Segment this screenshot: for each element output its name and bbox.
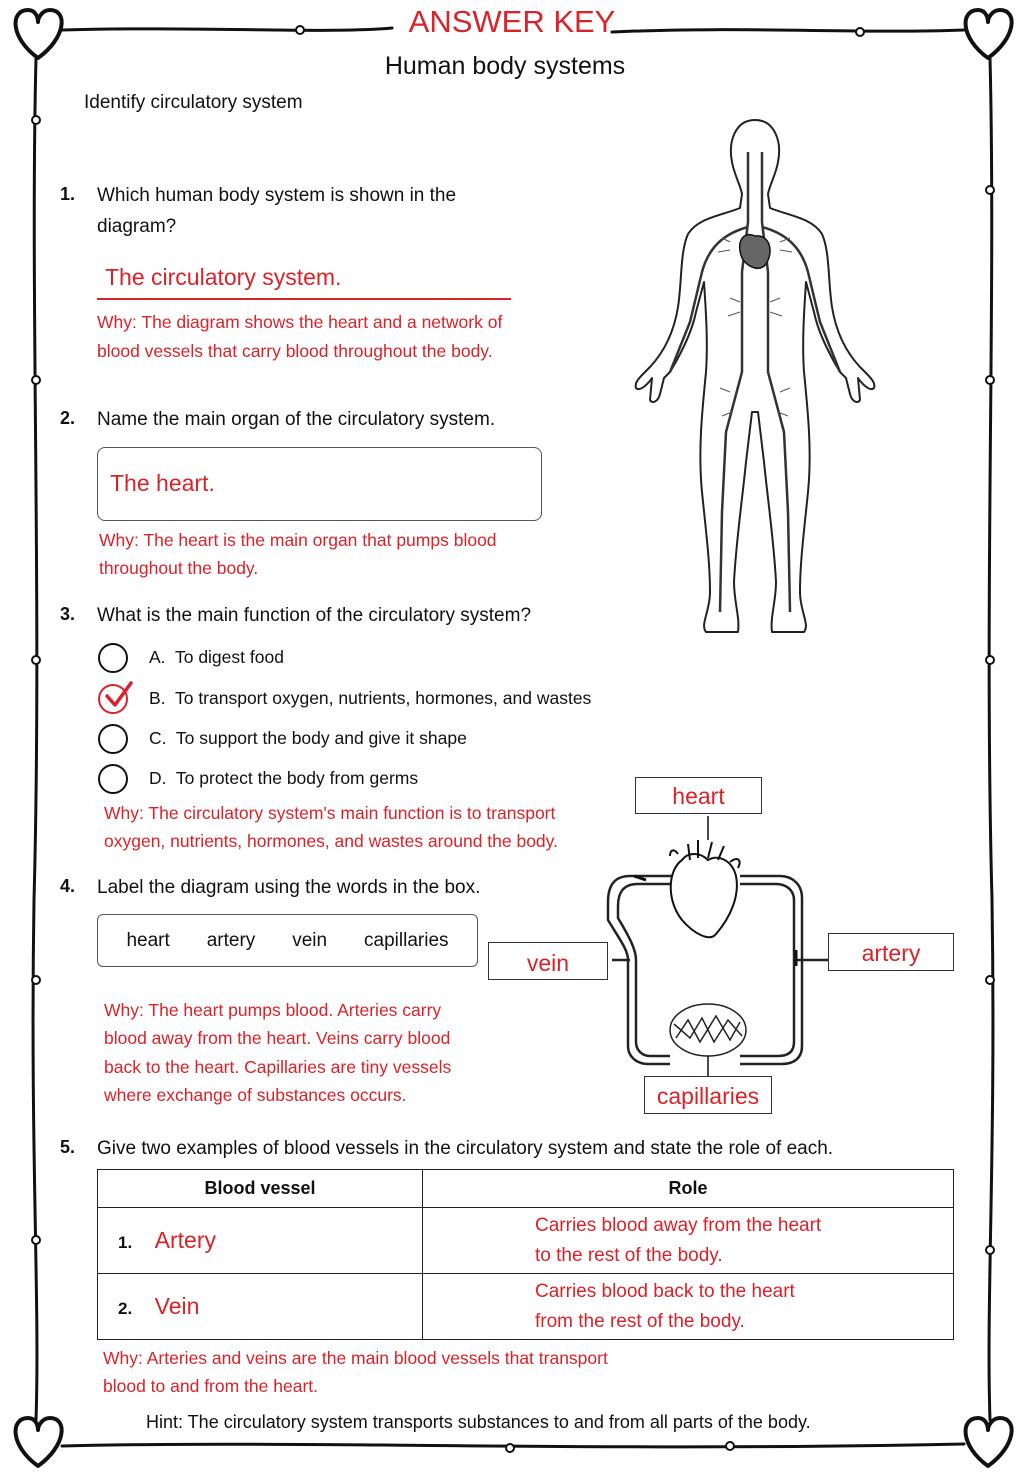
word-bank-item: vein bbox=[292, 929, 328, 951]
option-text: To digest food bbox=[174, 647, 284, 667]
label-heart[interactable]: heart bbox=[635, 777, 762, 814]
word-bank-item: heart bbox=[126, 929, 170, 951]
q5-why-line2: blood to and from the heart. bbox=[103, 1376, 318, 1396]
q2-why-line2: throughout the body. bbox=[99, 558, 259, 578]
hint-text: Hint: The circulatory system transports substances to and from all parts of the body. bbox=[146, 1412, 811, 1432]
role-line1[interactable]: Carries blood back to the heart bbox=[535, 1280, 795, 1302]
label-capillaries[interactable]: capillaries bbox=[644, 1076, 772, 1114]
word-bank bbox=[97, 914, 478, 967]
q4-why-line4: where exchange of substances occurs. bbox=[104, 1085, 407, 1105]
q4-why-line3: back to the heart. Capillaries are tiny vessels bbox=[104, 1057, 452, 1077]
label-artery[interactable]: artery bbox=[828, 933, 954, 971]
q1-answer: The circulatory system. bbox=[105, 264, 342, 290]
q3-why-line1: Why: The circulatory system's main function is to transport bbox=[104, 803, 556, 823]
q3-text: What is the main function of the circulatory system? bbox=[97, 605, 532, 626]
q4-number: 4. bbox=[60, 876, 76, 896]
option-text: To protect the body from germs bbox=[175, 768, 419, 788]
word-bank-item: artery bbox=[206, 929, 256, 951]
q4-why-line1: Why: The heart pumps blood. Arteries carry bbox=[104, 1000, 442, 1020]
q1-why-line1: Why: The diagram shows the heart and a network of bbox=[97, 312, 503, 332]
page-title: ANSWER KEY bbox=[408, 4, 616, 39]
option-letter: B. bbox=[149, 688, 166, 708]
q1-text-line2: diagram? bbox=[97, 216, 177, 237]
q4-text: Label the diagram using the words in the box. bbox=[97, 877, 481, 898]
worksheet-intro: Identify circulatory system bbox=[84, 92, 303, 113]
vessel-name[interactable]: Vein bbox=[154, 1293, 200, 1319]
word-bank-item: capillaries bbox=[364, 929, 449, 951]
q3-number: 3. bbox=[60, 604, 76, 624]
q2-text: Name the main organ of the circulatory system. bbox=[97, 409, 496, 430]
heart-organ-illustration bbox=[670, 840, 740, 937]
table-header-role: Role bbox=[423, 1170, 954, 1208]
q5-text: Give two examples of blood vessels in the circulatory system and state the role of each. bbox=[97, 1138, 834, 1159]
circulation-loop-diagram bbox=[590, 810, 830, 1090]
q1-number: 1. bbox=[60, 184, 76, 204]
q2-answer: The heart. bbox=[110, 470, 215, 496]
page-subtitle: Human body systems bbox=[384, 52, 626, 80]
role-line2[interactable]: to the rest of the body. bbox=[535, 1244, 723, 1266]
table-row bbox=[98, 1274, 954, 1340]
option-letter: D. bbox=[149, 768, 167, 788]
role-line2[interactable]: from the rest of the body. bbox=[535, 1310, 745, 1332]
role-line1[interactable]: Carries blood away from the heart bbox=[535, 1214, 822, 1236]
label-vein[interactable]: vein bbox=[488, 942, 608, 980]
row-number: 1. bbox=[118, 1233, 133, 1252]
radio-circle[interactable] bbox=[98, 643, 128, 673]
q3-why-line2: oxygen, nutrients, hormones, and wastes around the body. bbox=[104, 831, 558, 851]
q4-why-line2: blood away from the heart. Veins carry blood bbox=[104, 1028, 451, 1048]
q1-answer-line[interactable] bbox=[97, 262, 511, 300]
q5-why-line1: Why: Arteries and veins are the main blood vessels that transport bbox=[103, 1348, 608, 1368]
option-text: To support the body and give it shape bbox=[175, 728, 467, 748]
q2-why-line1: Why: The heart is the main organ that pumps blood bbox=[99, 530, 497, 550]
check-mark-icon bbox=[104, 680, 134, 710]
blood-vessel-table bbox=[97, 1169, 954, 1340]
human-body-illustration bbox=[630, 112, 880, 642]
option-letter: A. bbox=[149, 647, 166, 667]
q5-number: 5. bbox=[60, 1137, 76, 1157]
capillary-bed bbox=[670, 1004, 746, 1056]
vessel-name[interactable]: Artery bbox=[154, 1227, 216, 1253]
q2-number: 2. bbox=[60, 408, 76, 428]
radio-circle[interactable] bbox=[98, 724, 128, 754]
q1-text-line1: Which human body system is shown in the bbox=[97, 185, 457, 206]
table-header-vessel: Blood vessel bbox=[98, 1170, 423, 1208]
radio-circle[interactable] bbox=[98, 764, 128, 794]
table-row bbox=[98, 1208, 954, 1274]
q2-answer-box[interactable] bbox=[97, 447, 542, 521]
option-text: To transport oxygen, nutrients, hormones, and wastes bbox=[174, 688, 592, 708]
q1-why-line2: blood vessels that carry blood throughout the body. bbox=[97, 341, 493, 361]
option-letter: C. bbox=[149, 728, 167, 748]
row-number: 2. bbox=[118, 1299, 133, 1318]
